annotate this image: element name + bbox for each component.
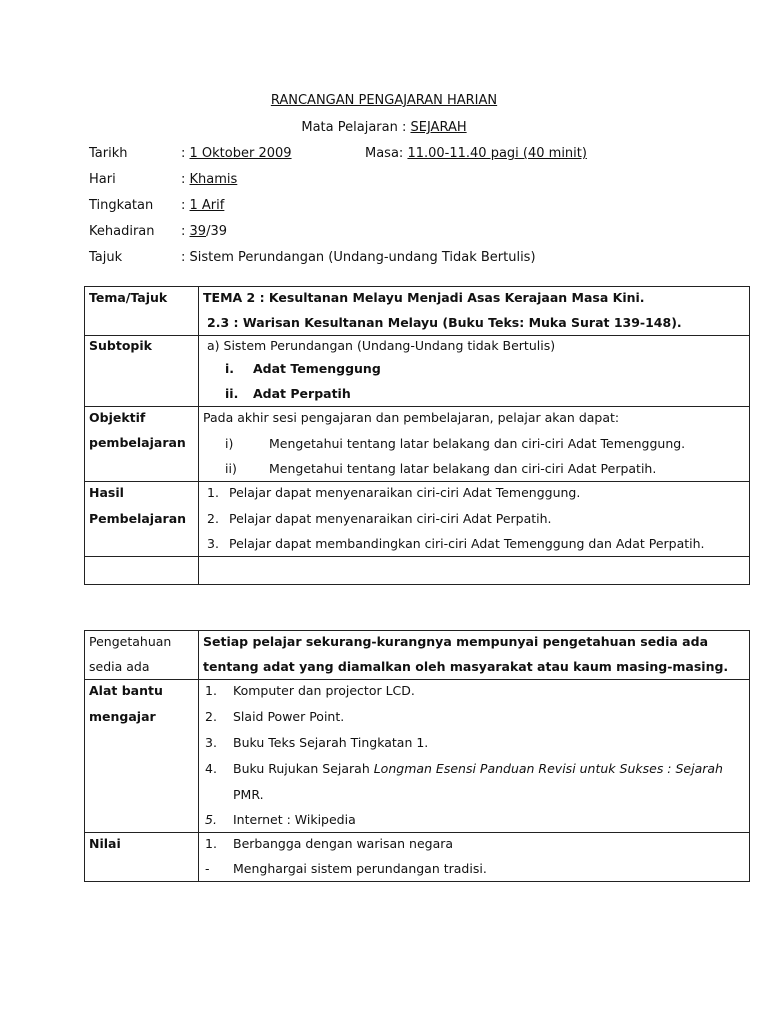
- kehadiran-present: 39: [189, 224, 207, 239]
- nilai-label-cell: [85, 833, 199, 882]
- pengetahuan-content-cell: [199, 631, 750, 680]
- list-number: ii.: [225, 386, 239, 401]
- table-row-subtopik: [85, 336, 750, 407]
- subject-line: [0, 120, 768, 135]
- list-number: 4.: [205, 761, 217, 776]
- list-number: i): [225, 436, 234, 451]
- list-item: [203, 433, 745, 459]
- pengetahuan-label-2: sedia ada: [89, 659, 150, 674]
- tajuk-value: : Sistem Perundangan (Undang-undang Tidak Bertulis): [181, 250, 536, 265]
- list-text: Berbangga dengan warisan negara: [233, 836, 454, 851]
- lesson-plan-table-1: [84, 286, 750, 585]
- table-row-hasil: [85, 482, 750, 557]
- list-item: [203, 859, 745, 881]
- objektif-content-cell: [199, 407, 750, 482]
- list-item: [203, 534, 745, 556]
- pengetahuan-label-1: Pengetahuan: [89, 634, 172, 649]
- alat-content-cell: [199, 680, 750, 833]
- list-text: Mengetahui tentang latar belakang dan ciri-ciri Adat Perpatih.: [269, 461, 657, 476]
- lesson-plan-table-2: [84, 630, 750, 882]
- tarikh-prefix: :: [181, 146, 190, 161]
- hari-prefix: :: [181, 172, 190, 187]
- objektif-intro: Pada akhir sesi pengajaran dan pembelajaran, pelajar akan dapat:: [203, 410, 620, 425]
- list-text: Pelajar dapat membandingkan ciri-ciri Adat Temenggung dan Adat Perpatih.: [229, 536, 705, 551]
- tema-label: Tema/Tajuk: [89, 290, 168, 305]
- empty-content-cell: [199, 557, 750, 585]
- list-text-italic: Longman Esensi Panduan Revisi untuk Sukses : Sejarah: [373, 761, 723, 776]
- subject-label: Mata Pelajaran :: [301, 120, 411, 135]
- table-row-alat: [85, 680, 750, 833]
- list-number: 5.: [205, 812, 217, 827]
- list-item: [203, 508, 745, 534]
- list-item: [203, 758, 745, 784]
- objektif-label-1: Objektif: [89, 410, 146, 425]
- tema-line-1: TEMA 2 : Kesultanan Melayu Menjadi Asas Kerajaan Masa Kini.: [203, 290, 645, 305]
- pengetahuan-label-cell: [85, 631, 199, 680]
- tema-content-cell: [199, 287, 750, 336]
- list-text: Mengetahui tentang latar belakang dan ciri-ciri Adat Temenggung.: [269, 436, 686, 451]
- tingkatan-field: [181, 196, 224, 216]
- tarikh-field: [181, 144, 292, 164]
- list-text: Buku Teks Sejarah Tingkatan 1.: [233, 735, 429, 750]
- list-text: Pelajar dapat menyenaraikan ciri-ciri Adat Temenggung.: [229, 485, 581, 500]
- list-number: ii): [225, 461, 237, 476]
- masa-value: 11.00-11.40 pagi (40 minit): [407, 146, 587, 161]
- list-item: [203, 833, 745, 859]
- list-number: -: [205, 861, 210, 876]
- hari-value: Khamis: [189, 172, 238, 187]
- list-item: [203, 384, 745, 406]
- subtopik-main: a) Sistem Perundangan (Undang-Undang tidak Bertulis): [207, 338, 556, 353]
- alat-label-2: mengajar: [89, 709, 156, 724]
- subtopik-label-cell: [85, 336, 199, 407]
- table-row-empty: [85, 557, 750, 585]
- table-row-pengetahuan: [85, 631, 750, 680]
- kehadiran-label: Kehadiran: [89, 224, 155, 239]
- masa-label: Masa:: [365, 146, 408, 161]
- alat-label-cell: [85, 680, 199, 833]
- list-number: 3.: [207, 536, 219, 551]
- list-text: Menghargai sistem perundangan tradisi.: [233, 861, 487, 876]
- list-number: 1.: [205, 683, 217, 698]
- pengetahuan-line-2: tentang adat yang diamalkan oleh masyarakat atau kaum masing-masing.: [203, 659, 729, 674]
- tema-label-cell: [85, 287, 199, 336]
- tajuk-label: Tajuk: [89, 250, 123, 265]
- list-number: 1.: [207, 485, 219, 500]
- tarikh-value: 1 Oktober 2009: [189, 146, 292, 161]
- table-row-nilai: [85, 833, 750, 882]
- hasil-content-cell: [199, 482, 750, 557]
- list-text: Adat Perpatih: [253, 386, 351, 401]
- hari-label: Hari: [89, 172, 116, 187]
- tarikh-label: Tarikh: [89, 146, 128, 161]
- tema-line-2: 2.3 : Warisan Kesultanan Melayu (Buku Teks: Muka Surat 139-148).: [207, 315, 682, 330]
- list-item: [203, 358, 745, 384]
- list-text: Komputer dan projector LCD.: [233, 683, 415, 698]
- list-item: [203, 482, 745, 508]
- list-item-continuation: PMR.: [233, 787, 264, 802]
- hasil-label-1: Hasil: [89, 485, 124, 500]
- list-text: Adat Temenggung: [253, 361, 381, 376]
- subtopik-label: Subtopik: [89, 338, 152, 353]
- tingkatan-value: 1 Arif: [189, 198, 225, 213]
- kehadiran-total: /39: [206, 224, 227, 239]
- list-number: i.: [225, 361, 235, 376]
- document-title: RANCANGAN PENGAJARAN HARIAN: [270, 93, 498, 108]
- list-item: [203, 680, 745, 706]
- list-item: [203, 810, 745, 832]
- pengetahuan-line-1: Setiap pelajar sekurang-kurangnya mempunyai pengetahuan sedia ada: [203, 634, 709, 649]
- list-item: [203, 459, 745, 481]
- alat-label-1: Alat bantu: [89, 683, 163, 698]
- nilai-content-cell: [199, 833, 750, 882]
- hasil-label-2: Pembelajaran: [89, 511, 187, 526]
- subject-value: SEJARAH: [410, 120, 467, 135]
- hasil-label-cell: [85, 482, 199, 557]
- table-row-tema: [85, 287, 750, 336]
- hari-field: [181, 170, 237, 190]
- tingkatan-prefix: :: [181, 198, 190, 213]
- list-text: Internet : Wikipedia: [233, 812, 356, 827]
- list-number: 2.: [205, 709, 217, 724]
- list-item: [203, 732, 745, 758]
- kehadiran-field: [181, 222, 227, 242]
- list-number: 3.: [205, 735, 217, 750]
- list-text: Slaid Power Point.: [233, 709, 345, 724]
- list-item: [203, 706, 745, 732]
- list-number: 1.: [205, 836, 217, 851]
- objektif-label-cell: [85, 407, 199, 482]
- nilai-label: Nilai: [89, 836, 121, 851]
- subtopik-content-cell: [199, 336, 750, 407]
- kehadiran-prefix: :: [181, 224, 190, 239]
- table-row-objektif: [85, 407, 750, 482]
- list-text: Buku Rujukan Sejarah: [233, 761, 374, 776]
- empty-label-cell: [85, 557, 199, 585]
- list-text: Pelajar dapat menyenaraikan ciri-ciri Adat Perpatih.: [229, 511, 552, 526]
- list-number: 2.: [207, 511, 219, 526]
- objektif-label-2: pembelajaran: [89, 435, 186, 450]
- tingkatan-label: Tingkatan: [89, 198, 154, 213]
- masa-field: [365, 144, 587, 164]
